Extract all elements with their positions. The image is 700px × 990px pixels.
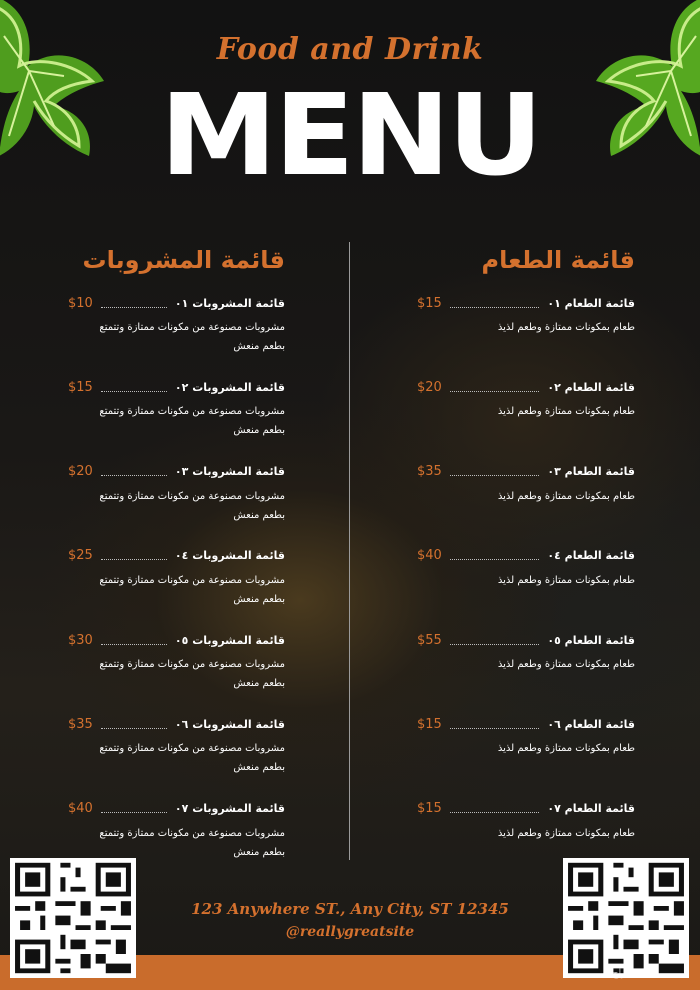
item-description: طعام بمكونات ممتازة وطعم لذيذ [497,659,635,671]
item-price: $15 [417,716,442,732]
item-price: $15 [68,379,93,395]
item-name: قائمة الطعام ٠٧ [547,802,635,816]
item-name: قائمة المشروبات ٠١ [174,296,285,310]
item-description: مشروبات مصنوعة من مكونات ممتازة وتتمتع بطعم منعش [99,574,285,605]
item-price: $30 [68,632,93,648]
item-description: طعام بمكونات ممتازة وطعم لذيذ [497,490,635,502]
item-description: مشروبات مصنوعة من مكونات ممتازة وتتمتع بطعم منعش [99,659,285,690]
item-price: $20 [417,379,442,395]
item-name: قائمة الطعام ٠٥ [547,633,635,647]
item-price: $35 [68,716,93,732]
menu-item [45,714,285,798]
menu-item [45,630,285,714]
item-name: قائمة الطعام ٠٤ [547,549,635,563]
menu-item [395,714,635,798]
dotted-leader [101,307,167,308]
watermark: حراج [612,968,633,979]
dotted-leader [450,307,540,308]
address: 123 Anywhere ST., Any City, ST 12345 [191,900,509,918]
dotted-leader [450,812,540,813]
item-price: $25 [68,548,93,564]
food-heading: قائمة الطعام [481,246,635,274]
menu-item [45,462,285,546]
item-price: $40 [68,801,93,817]
item-description: مشروبات مصنوعة من مكونات ممتازة وتتمتع بطعم منعش [99,743,285,774]
menu-item [395,377,635,461]
item-name: قائمة المشروبات ٠٢ [174,380,285,394]
item-description: مشروبات مصنوعة من مكونات ممتازة وتتمتع بطعم منعش [99,322,285,352]
menu-subtitle: Food and Drink [216,32,484,67]
menu-title: MENU [159,69,541,201]
dotted-leader [450,728,540,729]
item-name: قائمة المشروبات ٠٣ [174,465,285,479]
item-price: $55 [417,632,442,648]
item-name: قائمة المشروبات ٠٧ [174,802,285,816]
dotted-leader [450,391,540,392]
menu-item [395,630,635,714]
menu-item [395,546,635,630]
item-price: $40 [417,548,442,564]
item-name: قائمة المشروبات ٠٤ [174,549,285,563]
dotted-leader [101,812,167,813]
drinks-heading: قائمة المشروبات [82,246,285,274]
item-name: قائمة الطعام ٠٢ [547,380,635,394]
item-description: طعام بمكونات ممتازة وطعم لذيذ [497,827,635,839]
menu-item [45,293,285,377]
menu-item [395,293,635,377]
qr-code-icon[interactable] [10,858,136,978]
item-price: $20 [68,464,93,480]
item-price: $15 [417,801,442,817]
item-price: $35 [417,464,442,480]
item-description: مشروبات مصنوعة من مكونات ممتازة وتتمتع بطعم منعش [99,406,285,437]
item-name: قائمة المشروبات ٠٥ [174,633,285,647]
item-name: قائمة المشروبات ٠٦ [174,717,285,731]
dotted-leader [101,475,167,476]
qr-code-icon[interactable] [563,858,689,978]
item-description: طعام بمكونات ممتازة وطعم لذيذ [497,743,635,755]
website-handle[interactable]: @reallygreatsite [285,924,415,940]
drinks-section [45,242,285,883]
menu-item [45,377,285,461]
dotted-leader [450,644,540,645]
dotted-leader [450,475,540,476]
dotted-leader [101,559,167,560]
item-description: طعام بمكونات ممتازة وطعم لذيذ [497,406,635,418]
dotted-leader [101,391,167,392]
menu-item [45,546,285,630]
item-name: قائمة الطعام ٠٣ [547,465,635,479]
item-description: مشروبات مصنوعة من مكونات ممتازة وتتمتع بطعم منعش [99,490,285,521]
item-description: مشروبات مصنوعة من مكونات ممتازة وتتمتع بطعم منعش [99,827,285,858]
item-name: قائمة الطعام ٠٦ [547,717,635,731]
item-price: $10 [68,295,93,311]
column-divider [349,242,350,860]
item-description: طعام بمكونات ممتازة وطعم لذيذ [497,574,635,586]
food-section [395,242,635,883]
dotted-leader [450,559,540,560]
item-description: طعام بمكونات ممتازة وطعم لذيذ [497,322,635,333]
item-name: قائمة الطعام ٠١ [547,296,635,310]
dotted-leader [101,644,167,645]
dotted-leader [101,728,167,729]
item-price: $15 [417,295,442,311]
menu-item [395,462,635,546]
